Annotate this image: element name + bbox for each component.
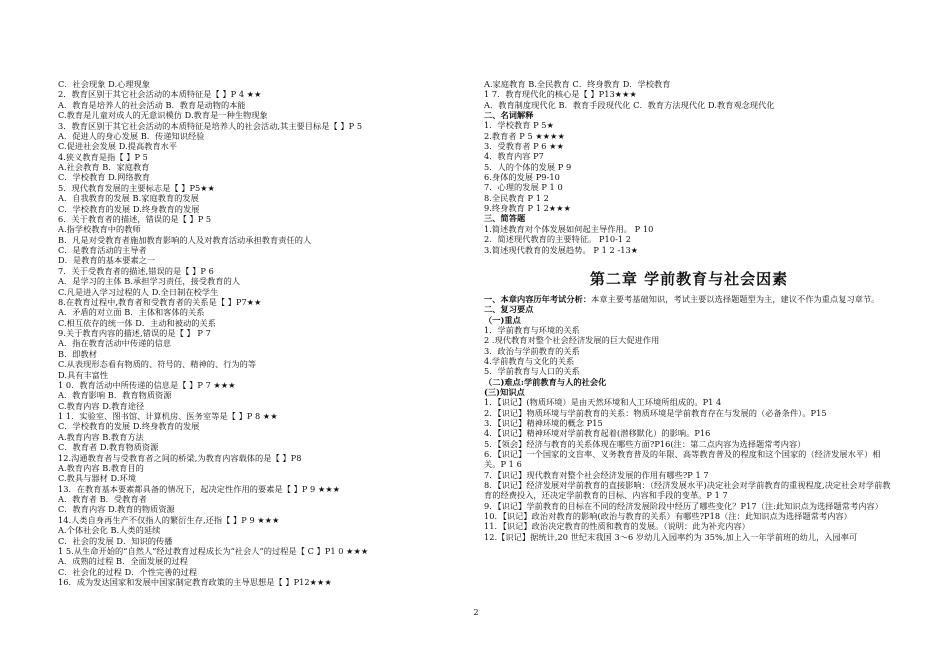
question-line: A．指在教育活动中传递的信息 xyxy=(58,338,172,349)
chapter-title: 第二章 学前教育与社会因素 xyxy=(589,269,789,288)
question-line: 8.在教育过程中,教育者和受教育者的关系是【 】P7★★ xyxy=(58,296,262,307)
question-line: 9.终身教育 P 1 2★★★ xyxy=(484,203,572,214)
question-line: A.个体社会化 B.人类的延续 xyxy=(58,525,161,536)
question-line: 1 0．教育活动中所传递的信息是【 】P 7 ★★★ xyxy=(58,379,236,390)
outline-line: (三)知识点 xyxy=(484,386,525,397)
question-line: 2.教育者 P 5 ★★★★ xyxy=(484,130,565,141)
knowledge-point: 11．【识记】政治决定教育的性质和教育的发展。（说明：此为补充内容） xyxy=(484,521,750,532)
question-line: C.教具与器材 D.环境 xyxy=(58,473,136,484)
question-line: 1．学校教育 P 5★ xyxy=(484,120,554,131)
question-line: 1 7．教育现代化的核心是【 】P13★★★ xyxy=(484,89,637,100)
question-line: 6.身体的发展 P9-10 xyxy=(484,172,560,183)
question-line: A．教育影响 B．教育物质资源 xyxy=(58,390,172,401)
right-column xyxy=(484,79,894,542)
question-line: C.从表现形态看有物质的、符号的、精神的、行为的等 xyxy=(58,359,257,370)
question-line: 8.全民教育 P 1 2 xyxy=(484,192,549,203)
question-line: C．学校教育 D.网络教育 xyxy=(58,172,151,183)
question-line: C．教育者 D.教育物质资源 xyxy=(58,442,159,453)
question-line: C．教育内容 D.教育的物质资源 xyxy=(58,504,175,515)
question-line: A．教育者 B．受教育者 xyxy=(58,494,147,504)
question-line: A.家庭教育 B.全民教育 C．终身教育 D．学校教育 xyxy=(484,79,671,89)
question-line: C.促进社会发展 D.提高教育水平 xyxy=(58,141,178,152)
question-line: 5．人的个体的发展 P 9 xyxy=(484,161,572,172)
knowledge-points xyxy=(484,397,894,542)
outline-line: 3．政治与学前教育的关系 xyxy=(484,345,580,356)
knowledge-point: 3．【识记】精神环境的概念 P15 xyxy=(484,417,603,428)
question-line: B．即教材 xyxy=(58,348,98,359)
question-line: C.相互依存的统一体 D．主动和被动的关系 xyxy=(58,317,216,328)
knowledge-point: 6．【识记】一个国家的文盲率、义务教育普及的年限、高等教育普及的程度和这个国家的（经济发展水平）相关。P 1 6 xyxy=(484,449,881,470)
outline-line: 二、复习要点 xyxy=(484,304,534,315)
outline-line: 2 .现代教育对整个社会经济发展的巨大促进作用 xyxy=(484,335,660,346)
question-line: 5．现代教育发展的主要标志是【 】P5★★ xyxy=(58,182,216,193)
question-line: 3.简述现代教育的发展趋势。 P 1 2 -13★ xyxy=(484,244,639,255)
knowledge-point: 9．【识记】学前教育的目标在不同的经济发展阶段中经历了哪些变化？P17（注:此知识点为选择题常考内容） xyxy=(484,500,883,511)
question-line: C.教育内容 D.教育途径 xyxy=(58,400,145,411)
question-line: 4.狭义教育是指【 】P 5 xyxy=(58,151,148,162)
question-line: A．促进人的身心发展 B．传递知识经验 xyxy=(58,130,205,141)
question-line: 2．简述现代教育的主要特征。 P10-1 2 xyxy=(484,234,632,245)
outline-line: 4.学前教育与文化的关系 xyxy=(484,355,575,366)
question-line: 1 1．实验室、图书馆、计算机房、医务室等是【 】P 8 ★★ xyxy=(58,411,278,421)
question-line: C．社会现象 D.心理现象 xyxy=(58,79,151,89)
question-line: C．是教育活动的主导者 xyxy=(58,245,147,255)
question-line: 12.沟通教育者与受教育者之间的桥梁,为教育内容载体的是【 】P8 xyxy=(58,452,302,463)
left-column xyxy=(58,79,476,587)
question-line: A．教育是培养人的社会活动 B．教育是动物的本能 xyxy=(58,99,246,110)
question-line: 7．心理的发展 P 1 0 xyxy=(484,182,563,193)
question-line: C.凡是进入学习过程的人 D.全日制在校学生 xyxy=(58,286,219,297)
exam-analysis xyxy=(484,294,894,304)
question-line: 1 5.从生命开始的“自然人”经过教育过程成长为“社会人”的过程是【 C 】P1 0 ★★★ xyxy=(58,545,369,556)
question-line: 9.关于教育内容的描述,错误的是【 】 P 7 xyxy=(58,328,211,338)
exam-analysis-label: 一、本章内容历年考试分析： xyxy=(484,293,592,304)
question-line: 4．教育内容 P7 xyxy=(484,151,544,162)
outline-line: 5．学前教育与人口的关系 xyxy=(484,366,580,377)
question-line: 2．教育区别于其它社会活动的本质特征是【 】P 4 ★★ xyxy=(58,89,262,100)
question-line: D.具有丰富性 xyxy=(58,369,109,380)
outline-line: （一)重点 xyxy=(484,314,521,325)
question-line: 3．教育区别于其它社会活动的本质特征是培养人的社会活动,其主要目标是【 】P 5 xyxy=(58,120,363,131)
question-line: 14.人类自身再生产不仅指人的繁衍生存,还指【 】P 9 ★★★ xyxy=(58,514,280,525)
knowledge-point: 12.【识记】据统计,20 世纪末我国 3～6 岁幼儿入园率约为 35%,加上入一年学前班的幼儿，入园率可 xyxy=(484,531,858,542)
question-line: A.教育内容 B.教育方法 xyxy=(58,431,144,442)
question-line: C．学校教育的发展 D.终身教育的发展 xyxy=(58,421,200,432)
question-line: B．凡是对受教育者施加教育影响的人及对教育活动承担教育责任的人 xyxy=(58,234,312,245)
question-line: A．教育制度现代化 B．教育手段现代化 C．教育方法现代化 D.教育观念现代化 xyxy=(484,99,775,110)
question-line: 3．受教育者 P 6 ★★ xyxy=(484,141,565,152)
question-line: A．自我教育的发展 B.家庭教育的发展 xyxy=(58,193,199,204)
question-line: 6．关于教育者的描述，错误的是【 】P 5 xyxy=(58,213,212,224)
question-line: A.教育内容 B.教育目的 xyxy=(58,462,144,473)
question-line: 三、简答题 xyxy=(484,213,526,224)
question-line: A．矛盾的对立面 B．主体和客体的关系 xyxy=(58,307,205,318)
question-line: A．是学习的主体 B.承担学习责任，接受教育的人 xyxy=(58,276,241,287)
outline-line: （二)难点:学前教育与人的社会化 xyxy=(484,376,607,387)
question-line: A．成熟的过程 B．全面发展的过程 xyxy=(58,556,189,567)
question-line: 13．在教育基本要素都具备的情况下，起决定性作用的要素是【 】P 9 ★★★ xyxy=(58,483,341,494)
knowledge-point: 8．【识记】经济发展对学前教育的直接影响：（经济发展水平)决定社会对学前教育的重视程度,决定社会对学前教育的经费投入，还决定学前教育的目标、内容和手段的变革。P 1 7 xyxy=(484,480,891,501)
question-line: C．社会的发展 D．知识的传播 xyxy=(58,535,173,546)
outline-line: 1．学前教育与环境的关系 xyxy=(484,324,580,335)
right-top-section xyxy=(484,79,894,255)
question-line: 二、名词解释 xyxy=(484,110,534,121)
question-line: D．是教育的基本要素之一 xyxy=(58,255,156,266)
question-line: A.社会教育 B．家庭教育 xyxy=(58,162,150,172)
question-line: C．社会化的过程 D．个性完善的过程 xyxy=(58,566,198,577)
page-number: 2 xyxy=(473,608,479,617)
question-line: 7．关于受教育者的描述,错误的是【 】P 6 xyxy=(58,265,214,276)
knowledge-point: 10．【识记】政治对教育的影响(政治与教育的关系）有哪些?P18（注：此知识点为选择题常考内容） xyxy=(484,511,852,522)
knowledge-point: 5．【领会】经济与教育的关系体现在哪些方面?P16(注：第二点内容为选择题常考内容） xyxy=(484,438,806,449)
question-line: A.指学校教育中的教师 xyxy=(58,224,141,235)
knowledge-point: 2．【识记】物质环境与学前教育的关系：物质环境是学前教育存在与发展的（必备条件）。P15 xyxy=(484,407,827,418)
exam-analysis-text: 本章主要考基础知识，考试主要以选择题题型为主，建议不作为重点复习章节。 xyxy=(591,293,880,304)
question-line: C．学校教育的发展 D.终身教育的发展 xyxy=(58,203,200,214)
review-points xyxy=(484,304,894,397)
knowledge-point: 1．【识记】(物质环境）是由天然环境和人工环境所组成的。P1 4 xyxy=(484,397,722,408)
knowledge-point: 4．【识记】精神环境对学前教育起着(潜移默化）的影响。P16 xyxy=(484,428,711,439)
question-line: 1.简述教育对个体发展如何起主导作用。 P 10 xyxy=(484,223,654,234)
knowledge-point: 7．【识记】现代教育对整个社会经济发展的作用有哪些?P 1 7 xyxy=(484,469,709,480)
question-line: 16．成为发达国家和发展中国家制定教育政策的主导思想是【 】P12★★★ xyxy=(58,577,332,587)
question-line: C.教育是儿童对成人的无意识模仿 D.教育是一种生物现象 xyxy=(58,110,268,121)
